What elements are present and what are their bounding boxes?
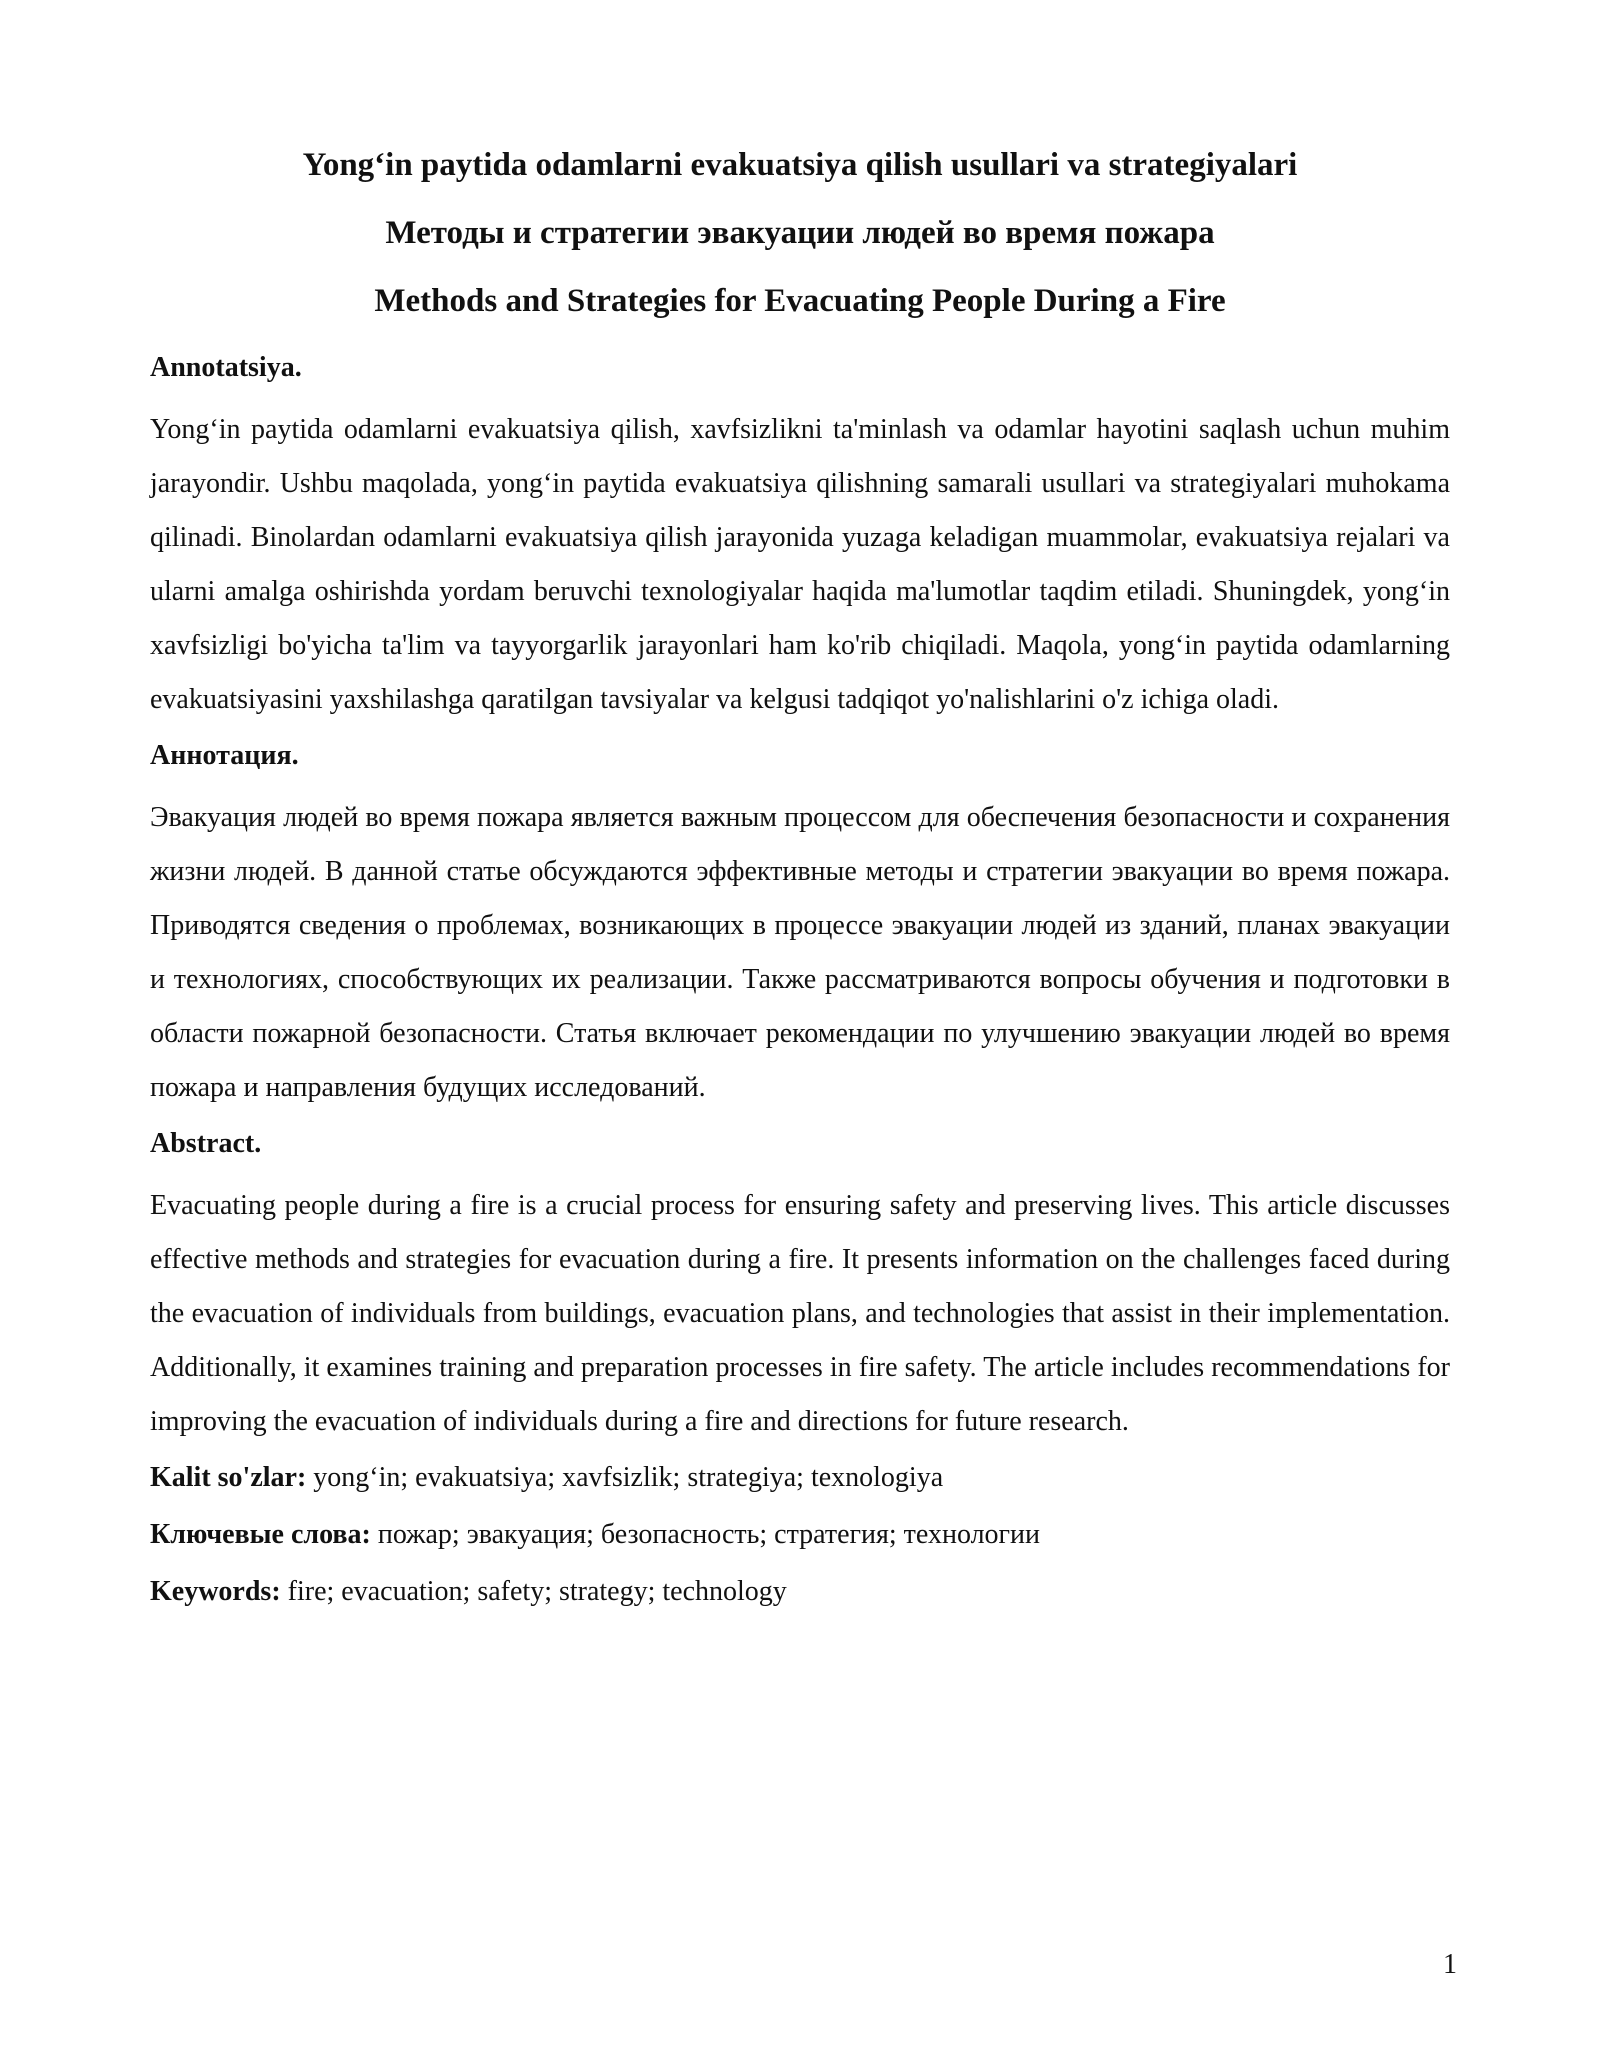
keywords-uzbek-value: yong‘in; evakuatsiya; xavfsizlik; strategiya; texnologiya: [306, 1462, 944, 1493]
abstract-uzbek-body: Yong‘in paytida odamlarni evakuatsiya qilish, xavfsizlikni ta'minlash va odamlar hayotini saqlash uchun muhim jarayondir. Ushbu maqolada, yong‘in paytida evakuatsiya qilishning samarali usullari va strategiyalari muhokama qilinadi. Binolardan odamlarni evakuatsiya qilish jarayonida yuzaga keladigan muammolar, evakuatsiya rejalari va ularni amalga oshirishda yordam beruvchi texnologiyalar haqida ma'lumotlar taqdim etiladi. Shuningdek, yong‘in xavfsizligi bo'yicha ta'lim va tayyorgarlik jarayonlari ham ko'rib chiqiladi. Maqola, yong‘in paytida odamlarning evakuatsiyasini yaxshilashga qaratilgan tavsiyalar va kelgusi tadqiqot yo'nalishlarini o'z ichiga oladi.: [150, 414, 1450, 715]
title-english: Methods and Strategies for Evacuating People During a Fire: [374, 283, 1226, 319]
page-content: [150, 145, 1450, 1632]
abstract-english-heading: Abstract.: [150, 1128, 262, 1159]
keywords-uzbek-label: Kalit so'zlar:: [150, 1462, 307, 1493]
keywords-english-value: fire; evacuation; safety; strategy; technology: [280, 1576, 787, 1607]
keywords-english: [150, 1575, 1450, 1609]
abstract-english: [150, 1127, 1450, 1449]
abstract-uzbek: [150, 351, 1450, 727]
keywords-russian-value: пожар; эвакуация; безопасность; стратегия; технологии: [370, 1519, 1041, 1550]
title-russian: Методы и стратегии эвакуации людей во время пожара: [385, 215, 1215, 251]
abstract-english-body: Evacuating people during a fire is a crucial process for ensuring safety and preserving lives. This article discusses effective methods and strategies for evacuation during a fire. It presents information on the challenges faced during the evacuation of individuals from buildings, evacuation plans, and technologies that assist in their implementation. Additionally, it examines training and preparation processes in fire safety. The article includes recommendations for improving the evacuation of individuals during a fire and directions for future research.: [150, 1190, 1450, 1437]
keywords-russian-label: Ключевые слова:: [150, 1519, 371, 1550]
title-uzbek: Yong‘in paytida odamlarni evakuatsiya qilish usullari va strategiyalari: [302, 147, 1298, 183]
page-number: 1: [1443, 1949, 1457, 1980]
keywords-uzbek: [150, 1461, 1450, 1495]
abstract-russian: [150, 739, 1450, 1115]
abstract-uzbek-heading: Annotatsiya.: [150, 352, 302, 383]
abstract-russian-heading: Аннотация.: [150, 740, 299, 771]
keywords-english-label: Keywords:: [150, 1576, 281, 1607]
keywords-russian: [150, 1518, 1450, 1552]
abstract-russian-body: Эвакуация людей во время пожара является важным процессом для обеспечения безопасности и сохранения жизни людей. В данной статье обсуждаются эффективные методы и стратегии эвакуации во время пожара. Приводятся сведения о проблемах, возникающих в процессе эвакуации людей из зданий, планах эвакуации и технологиях, способствующих их реализации. Также рассматриваются вопросы обучения и подготовки в области пожарной безопасности. Статья включает рекомендации по улучшению эвакуации людей во время пожара и направления будущих исследований.: [150, 802, 1450, 1103]
